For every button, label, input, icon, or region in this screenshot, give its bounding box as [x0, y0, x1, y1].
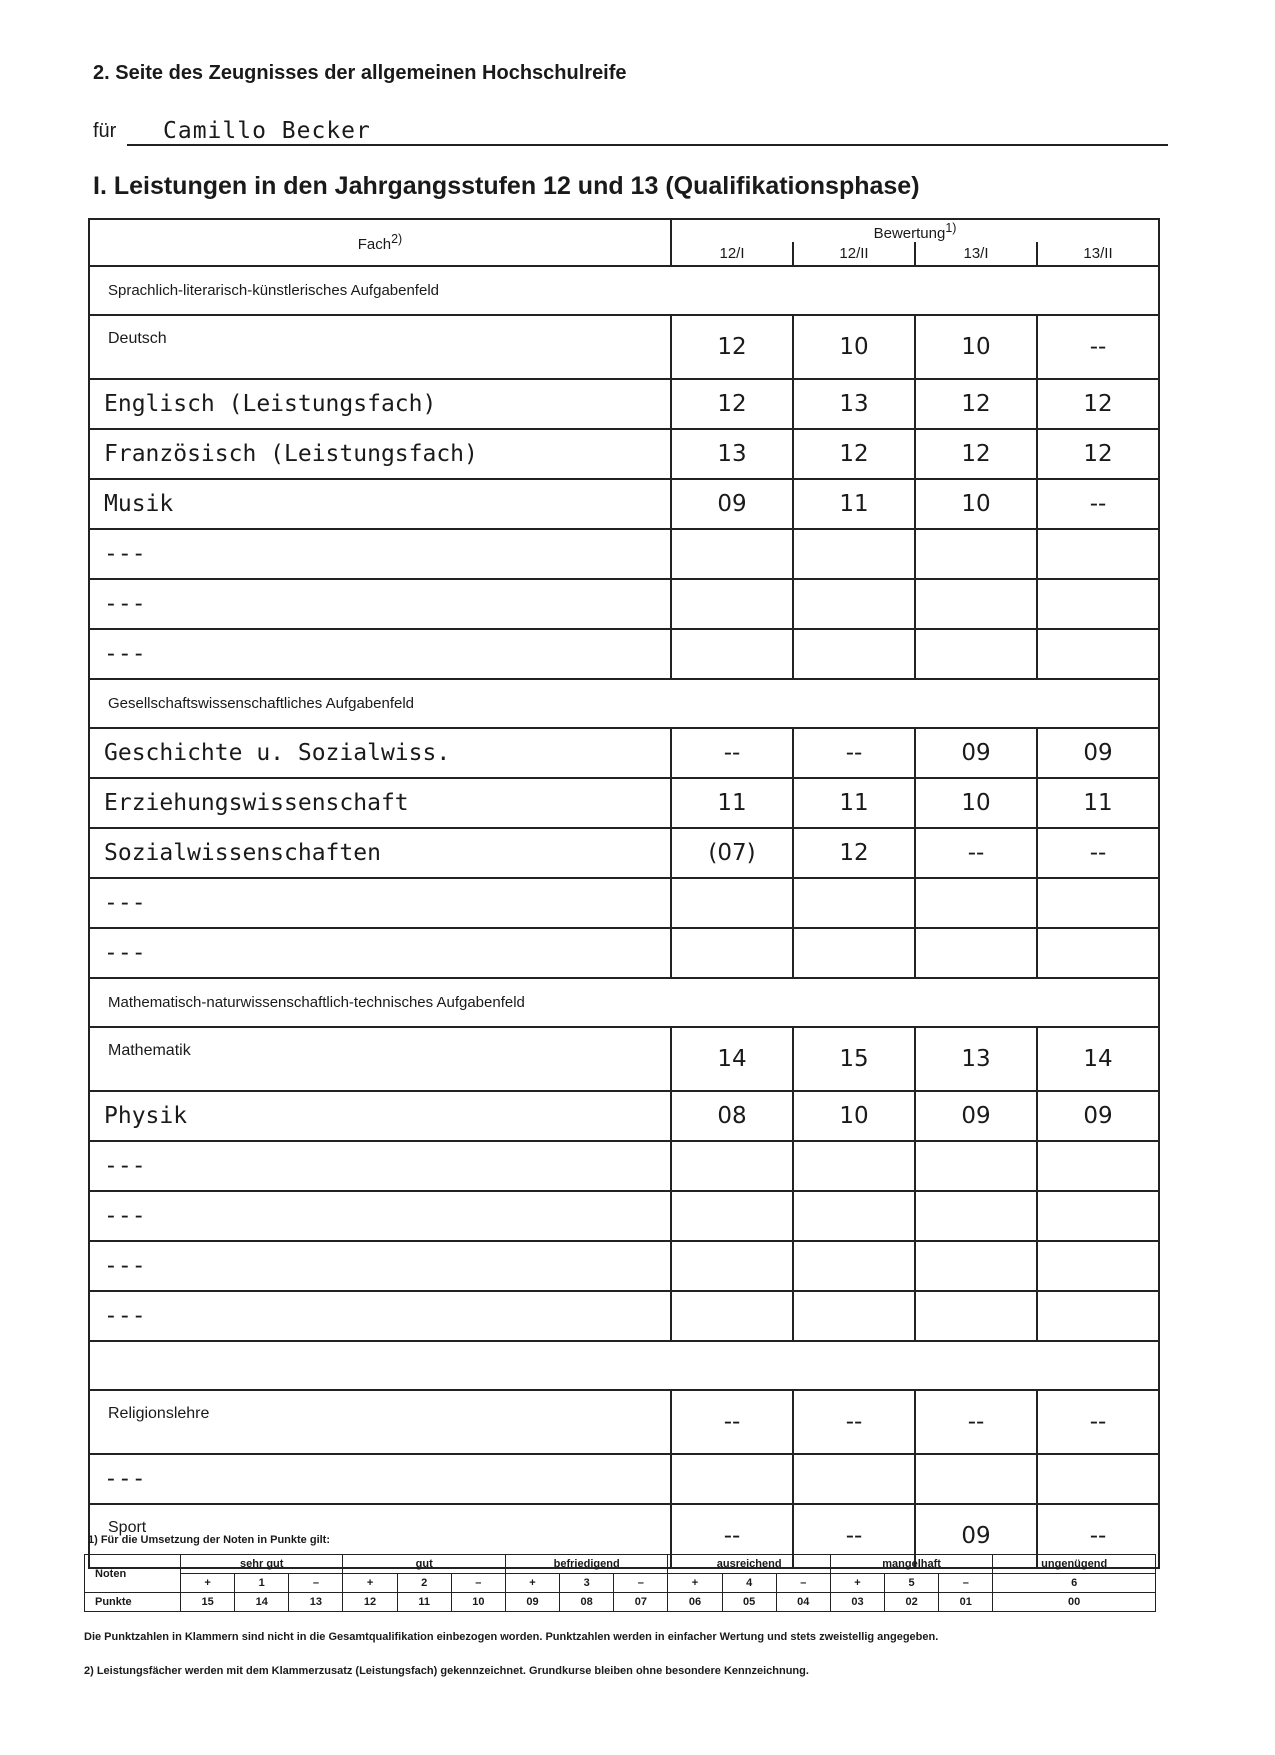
- grade-cell: --: [1037, 1390, 1159, 1454]
- scale-points: 04: [776, 1593, 830, 1612]
- grade-cell: [793, 1241, 915, 1291]
- grade-cell: 09: [671, 479, 793, 529]
- grade-cell: [793, 878, 915, 928]
- grade-cell: [1037, 1141, 1159, 1191]
- grade-cell: 12: [915, 379, 1037, 429]
- grade-cell: [671, 1141, 793, 1191]
- grade-cell: 12: [915, 429, 1037, 479]
- term-header: 13/II: [1037, 242, 1159, 266]
- grade-cell: [793, 928, 915, 978]
- grade-cell: --: [1037, 315, 1159, 379]
- grade-cell: 13: [793, 379, 915, 429]
- grade-cell: 09: [1037, 728, 1159, 778]
- footnote-1-title: 1) Für die Umsetzung der Noten in Punkte gilt:: [88, 1534, 331, 1546]
- name-underline: [127, 144, 1168, 146]
- grade-cell: [793, 629, 915, 679]
- group-title: Gesellschaftswissenschaftliches Aufgabenfeld: [89, 679, 1159, 728]
- subject-name: ---: [89, 1191, 671, 1241]
- grade-cell: 14: [1037, 1027, 1159, 1091]
- subject-row: [89, 1241, 1159, 1291]
- scale-points: 12: [343, 1593, 397, 1612]
- header-subject: [89, 219, 671, 266]
- group-row: [89, 978, 1159, 1027]
- subject-row: [89, 479, 1159, 529]
- student-line: [93, 116, 1168, 146]
- grade-cell: 13: [671, 429, 793, 479]
- grade-cell: [793, 1291, 915, 1341]
- subject-name: ---: [89, 1141, 671, 1191]
- subject-name: ---: [89, 1291, 671, 1341]
- subject-row: [89, 629, 1159, 679]
- scale-grade-sign: +: [343, 1574, 397, 1593]
- subject-row: [89, 1027, 1159, 1091]
- scale-grade-name: mangelhaft: [830, 1555, 992, 1574]
- grade-cell: [1037, 1241, 1159, 1291]
- grade-cell: 10: [915, 315, 1037, 379]
- grade-cell: [1037, 928, 1159, 978]
- scale-grade-name: ausreichend: [668, 1555, 830, 1574]
- subject-name: Französisch (Leistungsfach): [89, 429, 671, 479]
- blank-cell: [89, 1341, 1159, 1390]
- scale-punkte-label: Punkte: [85, 1593, 181, 1612]
- grade-cell: [1037, 529, 1159, 579]
- footnote-brackets-note: Die Punktzahlen in Klammern sind nicht in die Gesamtqualifikation einbezogen worden. Punktzahlen werden in einfacher Wertung und stets zweistellig angegeben.: [84, 1631, 939, 1643]
- subject-name: ---: [89, 878, 671, 928]
- subject-name: Religionslehre: [89, 1390, 671, 1454]
- group-row: [89, 679, 1159, 728]
- grade-cell: [671, 579, 793, 629]
- grade-cell: [915, 1291, 1037, 1341]
- grade-cell: 11: [671, 778, 793, 828]
- scale-points: 11: [397, 1593, 451, 1612]
- subject-row: [89, 579, 1159, 629]
- grade-cell: 09: [915, 728, 1037, 778]
- grade-cell: [671, 529, 793, 579]
- grade-cell: [671, 1291, 793, 1341]
- subject-name: Erziehungswissenschaft: [89, 778, 671, 828]
- subject-row: [89, 1390, 1159, 1454]
- grade-cell: [671, 1454, 793, 1504]
- scale-grade-sign: –: [776, 1574, 830, 1593]
- grade-cell: 11: [793, 778, 915, 828]
- scale-grade-sign: 5: [885, 1574, 939, 1593]
- group-title: Sprachlich-literarisch-künstlerisches Aufgabenfeld: [89, 266, 1159, 315]
- grade-cell: [915, 1191, 1037, 1241]
- subject-name: ---: [89, 529, 671, 579]
- subject-name: Mathematik: [89, 1027, 671, 1091]
- grade-cell: [915, 629, 1037, 679]
- grade-cell: [671, 629, 793, 679]
- grade-cell: 12: [1037, 379, 1159, 429]
- grade-cell: 11: [793, 479, 915, 529]
- term-header: 13/I: [915, 242, 1037, 266]
- grade-cell: 10: [915, 778, 1037, 828]
- subject-name: Musik: [89, 479, 671, 529]
- grade-cell: --: [793, 728, 915, 778]
- grade-cell: 09: [915, 1091, 1037, 1141]
- grades-table: [88, 218, 1160, 1569]
- subject-name: ---: [89, 579, 671, 629]
- grade-cell: [1037, 629, 1159, 679]
- subject-row: [89, 878, 1159, 928]
- header-rating-label: Bewertung: [873, 224, 946, 242]
- grade-cell: [793, 1454, 915, 1504]
- header-subject-footnote: 2): [391, 232, 403, 246]
- header-rating: [671, 219, 1159, 242]
- scale-names-row: [85, 1555, 1156, 1574]
- grade-cell: 14: [671, 1027, 793, 1091]
- grade-cell: --: [915, 1390, 1037, 1454]
- scale-signs-row: [85, 1574, 1156, 1593]
- subject-name: Sport: [89, 1504, 671, 1568]
- subject-row: [89, 728, 1159, 778]
- scale-grade-name: gut: [343, 1555, 505, 1574]
- scale-points-row: [85, 1593, 1156, 1612]
- grade-cell: --: [1037, 828, 1159, 878]
- grade-cell: --: [793, 1390, 915, 1454]
- scale-grade-sign: +: [181, 1574, 235, 1593]
- grade-cell: [671, 928, 793, 978]
- grade-cell: [1037, 1291, 1159, 1341]
- subject-row: [89, 828, 1159, 878]
- scale-points: 06: [668, 1593, 722, 1612]
- subject-row: [89, 529, 1159, 579]
- subject-row: [89, 778, 1159, 828]
- student-name: Camillo Becker: [163, 118, 371, 144]
- section-heading: I. Leistungen in den Jahrgangsstufen 12 und 13 (Qualifikationsphase): [93, 172, 920, 200]
- grade-cell: 12: [793, 429, 915, 479]
- grade-cell: [915, 928, 1037, 978]
- grade-cell: --: [671, 728, 793, 778]
- scale-points: 09: [505, 1593, 559, 1612]
- group-title: Mathematisch-naturwissenschaftlich-technisches Aufgabenfeld: [89, 978, 1159, 1027]
- grade-cell: --: [671, 1504, 793, 1568]
- subject-row: [89, 1191, 1159, 1241]
- subject-name: Geschichte u. Sozialwiss.: [89, 728, 671, 778]
- header-subject-label: Fach: [357, 236, 392, 253]
- subject-row: [89, 315, 1159, 379]
- grade-cell: [1037, 878, 1159, 928]
- scale-points: 14: [235, 1593, 289, 1612]
- grade-cell: [915, 529, 1037, 579]
- term-header: 12/II: [793, 242, 915, 266]
- grade-cell: [1037, 1191, 1159, 1241]
- subject-name: ---: [89, 629, 671, 679]
- page-title: 2. Seite des Zeugnisses der allgemeinen Hochschulreife: [93, 62, 627, 84]
- header-row: [89, 219, 1159, 242]
- grade-cell: [793, 1141, 915, 1191]
- scale-points: 05: [722, 1593, 776, 1612]
- scale-noten-label: Noten: [85, 1555, 181, 1593]
- grade-cell: 10: [915, 479, 1037, 529]
- grade-cell: 10: [793, 1091, 915, 1141]
- subject-name: Physik: [89, 1091, 671, 1141]
- grade-cell: 12: [671, 315, 793, 379]
- header-rating-footnote: 1): [945, 220, 957, 235]
- subject-row: [89, 928, 1159, 978]
- subject-name: ---: [89, 1454, 671, 1504]
- scale-points: 07: [614, 1593, 668, 1612]
- grade-cell: [915, 1241, 1037, 1291]
- grade-cell: [671, 1241, 793, 1291]
- scale-grade-name: befriedigend: [505, 1555, 667, 1574]
- grade-cell: [671, 1191, 793, 1241]
- scale-points: 08: [560, 1593, 614, 1612]
- subject-name: Englisch (Leistungsfach): [89, 379, 671, 429]
- grade-cell: [915, 1141, 1037, 1191]
- footnote-2: 2) Leistungsfächer werden mit dem Klammerzusatz (Leistungsfach) gekennzeichnet. Grundkurse bleiben ohne besondere Kennzeichnung.: [84, 1665, 809, 1677]
- scale-grade-sign: 1: [235, 1574, 289, 1593]
- scale-points: 01: [939, 1593, 993, 1612]
- grade-cell: [1037, 1454, 1159, 1504]
- grade-cell: --: [1037, 479, 1159, 529]
- grade-cell: 08: [671, 1091, 793, 1141]
- grade-cell: --: [1037, 1504, 1159, 1568]
- grade-cell: 09: [915, 1504, 1037, 1568]
- grade-cell: 15: [793, 1027, 915, 1091]
- subject-name: Sozialwissenschaften: [89, 828, 671, 878]
- scale-points: 13: [289, 1593, 343, 1612]
- grade-cell: 12: [793, 828, 915, 878]
- scale-grade-sign: 3: [560, 1574, 614, 1593]
- grade-scale-table: [84, 1554, 1156, 1612]
- scale-points: 00: [993, 1593, 1156, 1612]
- scale-points: 02: [885, 1593, 939, 1612]
- grade-cell: --: [793, 1504, 915, 1568]
- grade-cell: [915, 579, 1037, 629]
- scale-grade-sign: +: [505, 1574, 559, 1593]
- scale-grade-sign: –: [614, 1574, 668, 1593]
- grade-cell: (07): [671, 828, 793, 878]
- subject-name: ---: [89, 1241, 671, 1291]
- subject-name: ---: [89, 928, 671, 978]
- grade-cell: 12: [671, 379, 793, 429]
- scale-grade-sign: –: [451, 1574, 505, 1593]
- term-header: 12/I: [671, 242, 793, 266]
- grade-cell: [793, 529, 915, 579]
- grade-cell: [915, 878, 1037, 928]
- blank-row: [89, 1341, 1159, 1390]
- grade-cell: 11: [1037, 778, 1159, 828]
- grade-cell: [671, 878, 793, 928]
- subject-row: [89, 1291, 1159, 1341]
- subject-row: [89, 1141, 1159, 1191]
- grade-cell: --: [671, 1390, 793, 1454]
- scale-grade-sign: 4: [722, 1574, 776, 1593]
- scale-points: 10: [451, 1593, 505, 1612]
- grade-cell: [793, 1191, 915, 1241]
- scale-grade-name: sehr gut: [181, 1555, 343, 1574]
- subject-row: [89, 1091, 1159, 1141]
- grade-cell: [915, 1454, 1037, 1504]
- scale-grade-sign: +: [668, 1574, 722, 1593]
- scale-grade-sign: –: [289, 1574, 343, 1593]
- subject-row: [89, 429, 1159, 479]
- scale-grade-sign: 2: [397, 1574, 451, 1593]
- grade-cell: 09: [1037, 1091, 1159, 1141]
- grade-cell: [793, 579, 915, 629]
- grade-cell: --: [915, 828, 1037, 878]
- grade-cell: 10: [793, 315, 915, 379]
- scale-grade-sign: +: [830, 1574, 884, 1593]
- scale-grade-sign: 6: [993, 1574, 1156, 1593]
- group-row: [89, 266, 1159, 315]
- scale-points: 15: [181, 1593, 235, 1612]
- subject-name: Deutsch: [89, 315, 671, 379]
- subject-row: [89, 379, 1159, 429]
- grade-cell: 13: [915, 1027, 1037, 1091]
- scale-grade-sign: –: [939, 1574, 993, 1593]
- scale-points: 03: [830, 1593, 884, 1612]
- grade-cell: [1037, 579, 1159, 629]
- scale-grade-name: ungenügend: [993, 1555, 1156, 1574]
- fuer-label: für: [93, 120, 117, 142]
- grade-cell: 12: [1037, 429, 1159, 479]
- subject-row: [89, 1454, 1159, 1504]
